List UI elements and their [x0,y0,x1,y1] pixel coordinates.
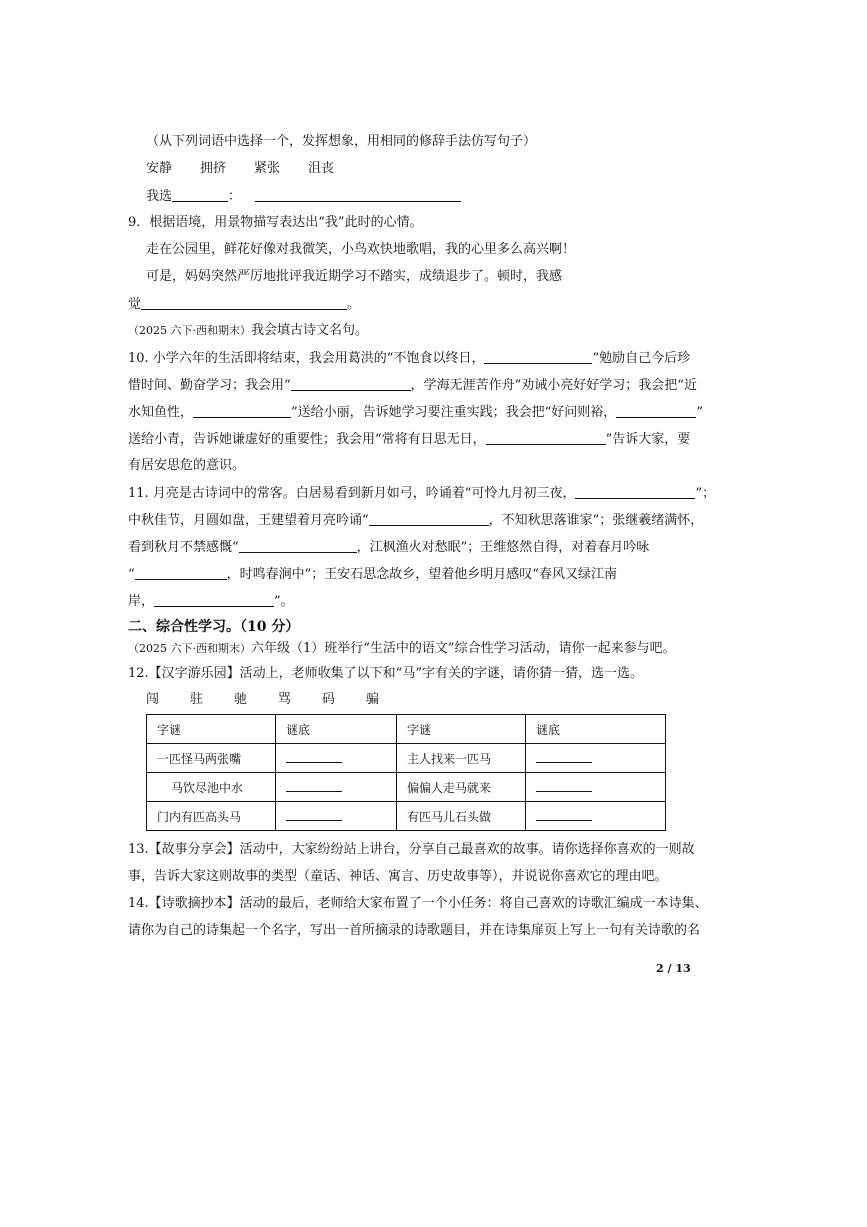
q10-line2: 惜时间、勤奋学习；我会用“ ，学海无涯苦作舟”劝诫小亮好好学习；我会把“近 [128,378,697,393]
table-header-row [147,715,666,744]
riddle-cell: 主人找来一匹马 [397,744,526,773]
q9-blank[interactable] [141,295,347,310]
word-1: 安静 [146,161,173,176]
char-option: 骗 [366,692,380,707]
table-row [147,744,666,773]
section-2-title: 二、综合性学习。（10 分） [128,619,300,635]
q11-line3: 看到秋月不禁感慨“ ，江枫渔火对愁眠”；王维悠然自得，对着春月吟咏 [128,540,650,555]
char-option: 骂 [278,692,292,707]
q10-line1: 10. 小学六年的生活即将结束，我会用葛洪的“不饱食以终日， ”勉励自己今后珍 [128,351,691,366]
choose-label: 我选 [146,189,173,204]
q10-line4: 送给小青，告诉她谦虚好的重要性；我会用“常将有日思无日， ”告诉大家，要 [128,432,691,447]
char-option: 驻 [190,692,204,707]
answer-cell[interactable] [526,744,666,773]
q11-line2: 中秋佳节，月圆如盘，王建望着月亮吟诵“ ，不知秋思落谁家”；张继羲绪满怀， [128,513,704,528]
q10-blank-5[interactable] [486,430,606,445]
q12-character-options [146,691,410,709]
q9-line2: 可是，妈妈突然严厉地批评我近期学习不踏实，成绩退步了。顿时，我感 [146,269,563,284]
answer-blank[interactable] [536,808,592,821]
q11-line1: 11. 月亮是古诗词中的常客。白居易看到新月如弓，吟诵着“可怜九月初三夜， ”； [128,486,716,501]
riddle-cell: 一匹怪马两张嘴 [147,744,276,773]
q10-blank-4[interactable] [616,403,696,418]
table-row [147,802,666,831]
q12-prompt: 12.【汉字游乐园】活动上，老师收集了以下和“马”字有关的字谜，请你猜一猜，选一选。 [128,666,643,681]
riddle-cell: 门内有匹高头马 [147,802,276,831]
char-option: 闯 [146,692,160,707]
answer-cell[interactable] [276,744,397,773]
header-riddle: 字谜 [397,715,526,744]
word-4: 沮丧 [308,161,335,176]
answer-blank[interactable] [536,750,592,763]
answer-cell[interactable] [526,802,666,831]
section-2-intro: （2025 六下·西和期末）六年级（1）班举行“生活中的语文”综合性学习活动，请你一起来参与吧。 [128,641,676,656]
q10-line3: 水知鱼性， ”送给小丽，告诉她学习要注重实践；我会把“好问则裕， ” [128,405,703,420]
header-answer: 谜底 [276,715,397,744]
q9-line1: 走在公园里，鲜花好像对我微笑，小鸟欢快地歌唱，我的心里多么高兴啊！ [146,242,576,257]
q10-blank-1[interactable] [484,349,592,364]
answer-blank[interactable] [536,779,592,792]
header-answer: 谜底 [526,715,666,744]
answer-cell[interactable] [526,773,666,802]
q13-line1: 13.【故事分享会】活动中，大家纷纷站上讲台，分享自己最喜欢的故事。请你选择你喜欢的一则故 [128,842,695,857]
q10-line5: 有居安思危的意识。 [128,458,246,473]
answer-cell[interactable] [276,773,397,802]
q14-line1: 14.【诗歌摘抄本】活动的最后，老师给大家布置了一个小任务：将自己喜欢的诗歌汇编成一本诗集、 [128,896,708,911]
colon: ： [228,189,242,204]
riddle-cell: 马饮尽池中水 [147,773,276,802]
char-option: 驰 [234,692,248,707]
answer-blank[interactable] [286,808,342,821]
q11-line5: 岸， ”。 [128,594,294,609]
source-tag: （2025 六下·西和期末） [128,324,251,337]
header-riddle: 字谜 [147,715,276,744]
q9-prompt: 9．根据语境，用景物描写表达出“我”此时的心情。 [128,215,423,230]
q10-blank-2[interactable] [291,376,411,391]
q9-line3: 觉 。 [128,297,361,312]
table-row [147,773,666,802]
word-2: 拥挤 [200,161,227,176]
sentence-blank[interactable] [255,187,461,202]
q11-blank-5[interactable] [154,592,274,607]
riddle-cell: 偏偏人走马就来 [397,773,526,802]
q8-word-list [146,160,334,178]
q11-line4: “ ，时鸣春涧中”；王安石思念故乡，望着他乡明月感叹“春风又绿江南 [128,567,617,582]
char-option: 码 [322,692,336,707]
answer-cell[interactable] [276,802,397,831]
q11-blank-2[interactable] [369,511,489,526]
riddle-table [146,714,666,831]
answer-blank[interactable] [286,750,342,763]
page-number: 2 / 13 [656,962,691,975]
q11-blank-1[interactable] [575,484,695,499]
q14-line2: 请你为自己的诗集起一个名字，写出一首所摘录的诗歌题目，并在诗集扉页上写上一句有关诗歌的名 [128,923,701,938]
choose-blank[interactable] [172,187,228,202]
source-tag: （2025 六下·西和期末） [128,642,251,655]
answer-blank[interactable] [286,779,342,792]
poem-section-header: （2025 六下·西和期末）我会填古诗文名句。 [128,323,369,338]
riddle-cell: 有匹马儿石头做 [397,802,526,831]
q8-instruction: （从下列词语中选择一个，发挥想象，用相同的修辞手法仿写句子） [146,134,537,149]
q11-blank-3[interactable] [239,538,357,553]
word-3: 紧张 [254,161,281,176]
q11-blank-4[interactable] [135,565,227,580]
q13-line2: 事，告诉大家这则故事的类型（童话、神话、寓言、历史故事等），并说说你喜欢它的理由吧。 [128,869,668,884]
q8-choose-line [146,187,461,206]
q10-blank-3[interactable] [193,403,291,418]
